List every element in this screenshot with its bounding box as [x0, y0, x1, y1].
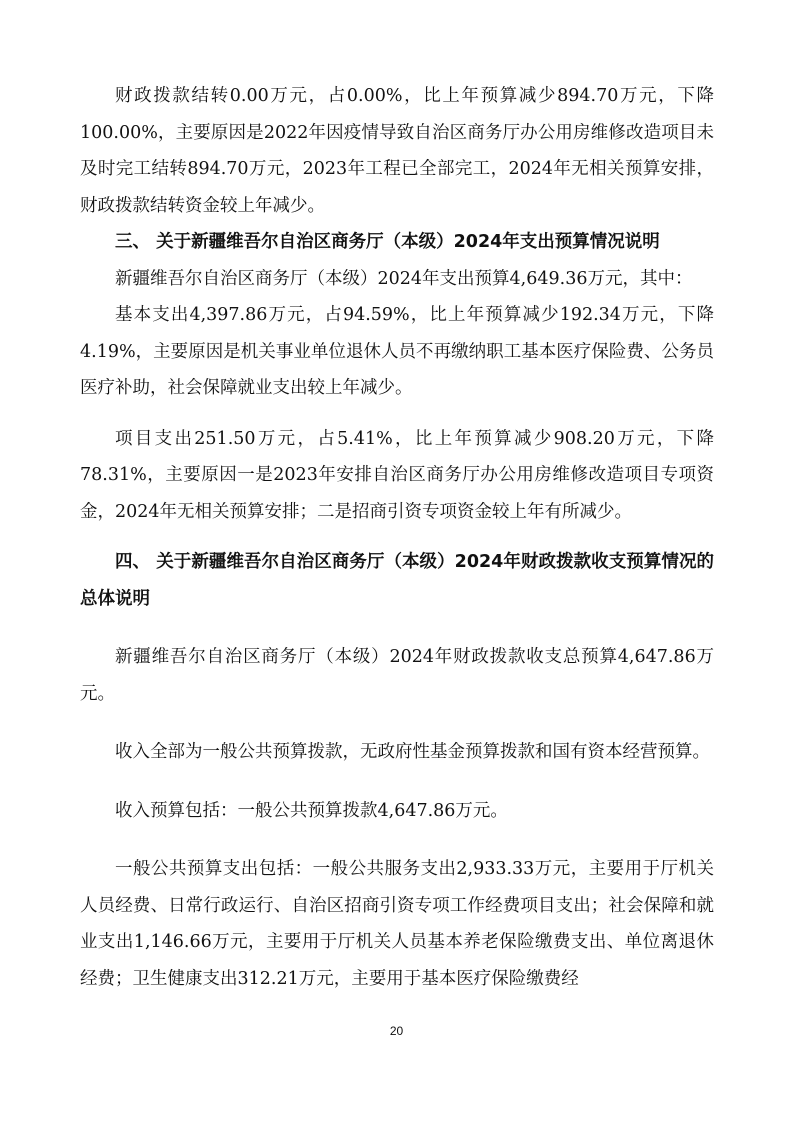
paragraph-basic-expenditure: 基本支出4,397.86万元，占94.59%，比上年预算减少192.34万元，下降4.19%，主要原因是机关事业单位退休人员不再缴纳职工基本医疗保险费、公务员医疗补助，社会保障就业支出较上年减少。	[80, 305, 714, 398]
paragraph-general-expenditure: 一般公共预算支出包括：一般公共服务支出2,933.33万元，主要用于厅机关人员经费、日常行政运行、自治区招商引资专项工作经费项目支出；社会保障和就业支出1,146.66万元，主要用于厅机关人员基本养老保险缴费支出、单位离退休经费；卫生健康支出312.21万元，主要用于基本医疗保险缴费经	[80, 859, 714, 989]
paragraph-project-expenditure: 项目支出251.50万元，占5.41%，比上年预算减少908.20万元，下降78.31%，主要原因一是2023年安排自治区商务厅办公用房维修改造项目专项资金，2024年无相关预算安排；二是招商引资专项资金较上年有所减少。	[80, 428, 714, 522]
paragraph-expenditure-total: 新疆维吾尔自治区商务厅（本级）2024年支出预算4,649.36万元，其中：	[115, 268, 693, 289]
document-body	[80, 78, 714, 997]
paragraph-carryover: 财政拨款结转0.00万元，占0.00%，比上年预算减少894.70万元，下降100.00%，主要原因是2022年因疫情导致自治区商务厅办公用房维修改造项目未及时完工结转894.70万元，2023年工程已全部完工，2024年无相关预算安排，财政拨款结转资金较上年减少。	[80, 86, 714, 216]
section-heading-4: 四、 关于新疆维吾尔自治区商务厅（本级）2024年财政拨款收支预算情况的总体说明	[80, 552, 714, 609]
paragraph-income-source: 收入全部为一般公共预算拨款，无政府性基金预算拨款和国有资本经营预算。	[115, 742, 710, 762]
paragraph-fiscal-total: 新疆维吾尔自治区商务厅（本级）2024年财政拨款收支总预算4,647.86万元。	[80, 647, 714, 704]
section-heading-3: 三、 关于新疆维吾尔自治区商务厅（本级）2024年支出预算情况说明	[115, 232, 660, 252]
paragraph-income-budget: 收入预算包括：一般公共预算拨款4,647.86万元。	[115, 800, 508, 821]
page-number: 20	[389, 1024, 404, 1038]
